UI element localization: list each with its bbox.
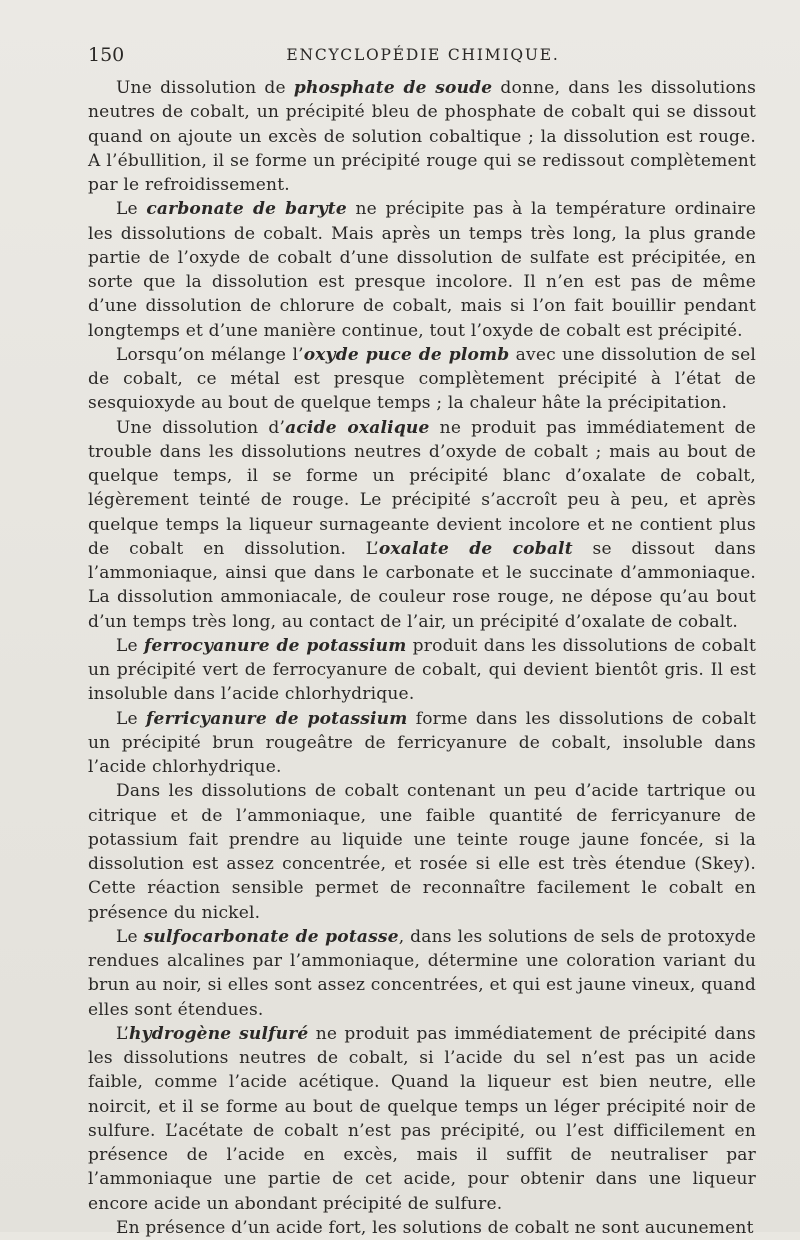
text-run: Le bbox=[116, 708, 147, 729]
text-run: L’ bbox=[116, 1023, 130, 1044]
body-text bbox=[88, 76, 756, 1240]
reagent-name: oxyde puce de plomb bbox=[303, 344, 510, 365]
reagent-name: ferrocyanure de potassium bbox=[144, 635, 407, 656]
reagent-name: phosphate de soude bbox=[293, 78, 493, 98]
reagent-name: ferricyanure de potassium bbox=[146, 708, 408, 729]
text-run: Le bbox=[116, 926, 144, 947]
running-title: ENCYCLOPÉDIE CHIMIQUE. bbox=[286, 46, 560, 64]
page-header bbox=[88, 44, 758, 72]
text-run: ne produit pas immédiatement de trouble dans les dissolutions neutres d’oxyde de cobalt ; mais au bout de quelque temps, il se forme un précipité blanc d’oxalate de cobalt, légèrement teinté de rouge. Le précipité s’accroît peu à peu, et après quelque temps la liqueur surnageante devient incolore et ne contient plus de cobalt en dissolution. L’ bbox=[88, 417, 756, 559]
text-run: Une dissolution d’ bbox=[116, 417, 286, 438]
text-run: produit dans les dissolutions de cobalt un précipité vert de ferrocyanure de cobalt, qui devient bientôt gris. Il est insoluble dans l’acide chlorhydrique. bbox=[88, 635, 756, 705]
text-run: ne produit pas immédiatement de précipité dans les dissolutions neutres de cobalt, si l’acide du sel n’est pas un acide faible, comme l’acide acétique. Quand la liqueur est bien neutre, elle noircit, et il se forme au bout de quelque temps un léger précipité noir de sulfure. L’acétate de cobalt n’est pas précipité, ou l’est difficilement en présence de l’acide en excès, mais il suffit de neutraliser par l’ammoniaque une partie de cet acide, pour obtenir dans une liqueur encore acide un abondant précipité de sulfure. bbox=[88, 1023, 756, 1214]
text-run: forme dans les dissolutions de cobalt un précipité brun rougeâtre de ferricyanure de cobalt, insoluble dans l’acide chlorhydrique. bbox=[88, 708, 757, 777]
text-run: , dans les solutions de sels de protoxyde rendues alcalines par l’ammoniaque, détermine une coloration variant du brun au noir, si elles sont assez concentrées, et qui est jaune vineux, quand elles sont étendues. bbox=[88, 926, 756, 1020]
paragraph bbox=[88, 779, 756, 925]
text-run: Une dissolution de bbox=[116, 78, 294, 98]
paragraph bbox=[88, 634, 756, 707]
reagent-name: acide oxalique bbox=[285, 417, 430, 438]
text-run: ne précipite pas à la température ordinaire les dissolutions de cobalt. Mais après un temps très long, la plus grande partie de l’oxyde de cobalt d’une dissolution de sulfate est précipitée, en sorte que la dissolution est presque incolore. Il n’en est pas de même d’une dissolution de chlorure de cobalt, mais si l’on fait bouillir pendant longtemps et d’une manière continue, tout l’oxyde de cobalt est précipité. bbox=[88, 199, 757, 341]
paragraph bbox=[88, 76, 756, 197]
paragraph bbox=[88, 1216, 756, 1240]
text-run: se dissout dans l’ammoniaque, ainsi que dans le carbonate et le succinate d’ammoniaque. La dissolution ammoniacale, de couleur rose rouge, ne dépose qu’au bout d’un temps très long, au contact de l’air, un précipité d’oxalate de cobalt. bbox=[88, 538, 756, 632]
paragraph bbox=[88, 343, 756, 416]
text-run: Le bbox=[116, 635, 145, 656]
text-run: Dans les dissolutions de cobalt contenant un peu d’acide tartrique ou citrique et de l’ammoniaque, une faible quantité de ferricyanure de potassium fait prendre au liquide une teinte rouge jaune foncée, si la dissolution est assez concentrée, et rosée si elle est très étendue (Skey). Cette réaction sensible permet de reconnaître facilement le cobalt en présence du nickel. bbox=[88, 781, 756, 923]
text-run: donne, dans les dissolutions neutres de cobalt, un précipité bleu de phosphate de cobalt qui se dissout quand on ajoute un excès de solution cobaltique ; la dissolution est rouge. A l’ébullition, il se forme un précipité rouge qui se redissout complètement par le refroidissement. bbox=[88, 78, 757, 195]
paragraph bbox=[88, 1022, 756, 1216]
text-run: Lorsqu’on mélange l’ bbox=[116, 344, 304, 365]
reagent-name: oxalate de cobalt bbox=[378, 538, 573, 559]
paragraph bbox=[88, 197, 756, 343]
text-run: Le bbox=[116, 199, 147, 220]
reagent-name: carbonate de baryte bbox=[146, 199, 347, 220]
text-run: avec une dissolution de sel de cobalt, ce métal est presque complètement précipité à l’état de sesquioxyde au bout de quelque temps ; la chaleur hâte la précipitation. bbox=[88, 344, 757, 414]
paragraph bbox=[88, 707, 756, 780]
page-number: 150 bbox=[88, 44, 125, 66]
reagent-name: hydrogène sulfuré bbox=[129, 1023, 309, 1044]
reagent-name: sulfocarbonate de potasse bbox=[143, 926, 399, 947]
paragraph bbox=[88, 925, 756, 1022]
text-run: En présence d’un acide fort, les solutions de cobalt ne sont aucunement bbox=[116, 1217, 754, 1238]
paragraph bbox=[88, 416, 756, 634]
